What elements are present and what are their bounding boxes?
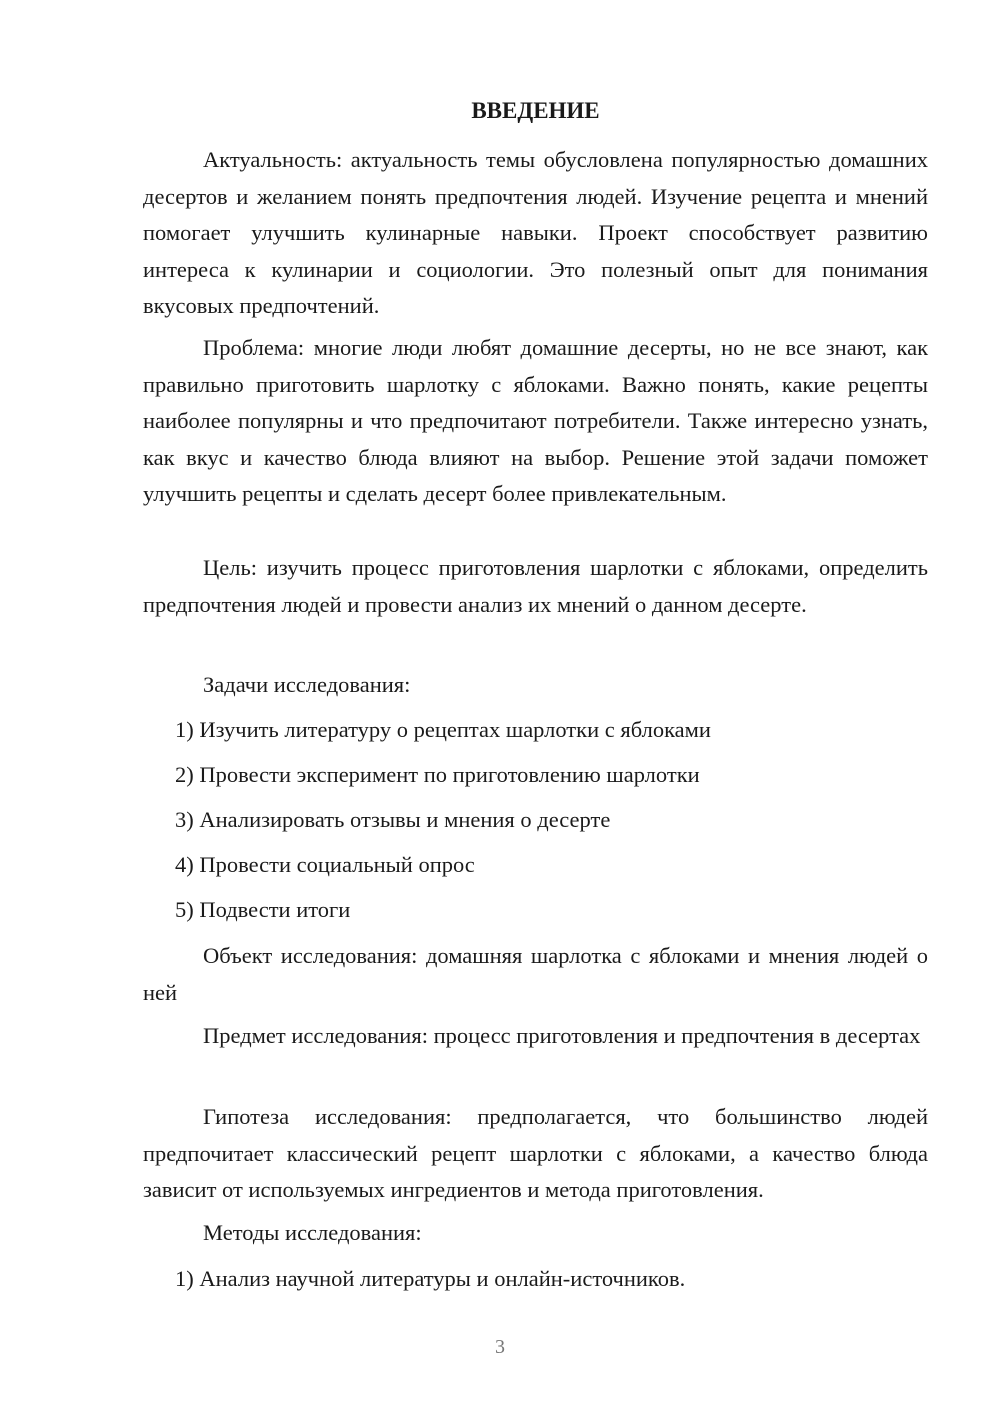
research-subject-paragraph: Предмет исследования: процесс приготовления и предпочтения в десертах [203, 1023, 921, 1048]
task-item-2: 2) Провести эксперимент по приготовлению шарлотки [175, 762, 700, 787]
research-object-paragraph: Объект исследования: домашняя шарлотка с яблоками и мнения людей о ней [143, 943, 928, 1005]
task-item-5: 5) Подвести итоги [175, 897, 351, 922]
relevance-paragraph: Актуальность: актуальность темы обусловлена популярностью домашних десертов и желанием понять предпочтения людей. Изучение рецепта и мнений помогает улучшить кулинарные навыки. Проект способствует развитию интереса к кулинарии и социологии. Это полезный опыт для понимания вкусовых предпочтений. [143, 147, 928, 318]
page-title: ВВЕДЕНИЕ [471, 98, 600, 123]
task-item-1: 1) Изучить литературу о рецептах шарлотки с яблоками [175, 717, 711, 742]
goal-paragraph: Цель: изучить процесс приготовления шарлотки с яблоками, определить предпочтения людей и провести анализ их мнений о данном десерте. [143, 555, 928, 617]
task-item-3: 3) Анализировать отзывы и мнения о десерте [175, 807, 611, 832]
tasks-heading: Задачи исследования: [203, 672, 411, 697]
method-item-1: 1) Анализ научной литературы и онлайн-источников. [175, 1266, 686, 1291]
problem-paragraph: Проблема: многие люди любят домашние десерты, но не все знают, как правильно приготовить шарлотку с яблоками. Важно понять, какие рецепты наиболее популярны и что предпочитают потребители. Также интересно узнать, как вкус и качество блюда влияют на выбор. Решение этой задачи поможет улучшить рецепты и сделать десерт более привлекательным. [143, 335, 928, 506]
hypothesis-paragraph: Гипотеза исследования: предполагается, что большинство людей предпочитает классический рецепт шарлотки с яблоками, а качество блюда зависит от используемых ингредиентов и метода приготовления. [143, 1104, 928, 1202]
task-item-4: 4) Провести социальный опрос [175, 852, 475, 877]
methods-heading: Методы исследования: [203, 1220, 422, 1245]
page-number: 3 [495, 1336, 505, 1358]
